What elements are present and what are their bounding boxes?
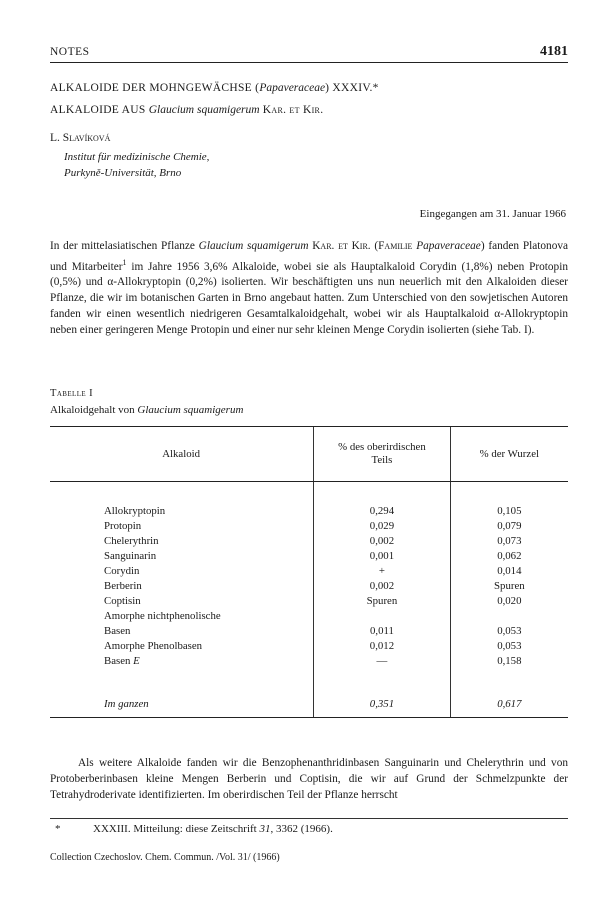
table-row	[50, 504, 568, 519]
cell-alkaloid: Berberin	[104, 580, 142, 592]
table-row	[50, 654, 568, 669]
caption-text: Alkaloidgehalt von	[50, 404, 138, 416]
header-aerial-line2: Teils	[371, 454, 393, 466]
page-number: 4181	[540, 44, 568, 59]
body-paragraph: Als weitere Alkaloide fanden wir die Benzophenanthridinbasen Sanguinarin und Chelerythrin und von Protoberberinbasen kleine Mengen Berberin und Coptisin, die wir auf Grund der Schmelzpunkte der Tetrahydroderivate identifizierten. Im oberirdischen Teil der Pflanze herrscht	[50, 757, 568, 801]
footnote-rule	[50, 818, 568, 819]
received-date: Eingegangen am 31. Januar 1966	[419, 208, 566, 220]
table-row	[50, 609, 568, 624]
cell-aerial: 0,002	[314, 534, 450, 549]
cell-root: 0,014	[450, 564, 568, 579]
intro-text: im Jahre 1956 3,6% Alkaloide, wobei sie als Hauptalkaloid Corydin (1,8%) neben Protopin (0,5%) und α-Allokryptopin (0,2%) isolierten. Wir beschäftigten uns nun neuerlich mit den Alkaloiden dieser Pflanze, die wir im botanischen Garten in Brno angebaut hatten. Zum Unterschied von den sowjetischen Autoren fanden wir einen wesentlich niedrigeren Gesamtalkaloidgehalt, wobei wir als Hauptalkaloid α-Allokryptopin neben einer geringeren Menge Protopin und einer nur sehr kleinen Menge Corydin isolierten (siehe Tab. I).	[50, 260, 568, 336]
cell-aerial: 0,011	[314, 624, 450, 639]
affiliation-line1: Institut für medizinische Chemie,	[64, 151, 210, 163]
intro-text: Kar. et Kir. (Familie	[308, 240, 417, 252]
cell-aerial: 0,294	[314, 504, 450, 519]
table-spacer	[50, 669, 568, 695]
cell-root: 0,053	[450, 639, 568, 654]
cell-aerial: +	[314, 564, 450, 579]
table-row	[50, 534, 568, 549]
cell-root: 0,062	[450, 549, 568, 564]
cell-alkaloid: Amorphe nichtphenolische	[104, 610, 221, 622]
cell-alkaloid: Allokryptopin	[104, 505, 166, 517]
cell-aerial: 0,001	[314, 549, 450, 564]
footnote	[55, 823, 333, 835]
cell-aerial: 0,351	[314, 695, 450, 718]
cell-aerial: —	[314, 654, 450, 669]
cell-aerial: 0,012	[314, 639, 450, 654]
cell-alkaloid: Basen E	[104, 655, 140, 667]
table-row	[50, 564, 568, 579]
cell-root: 0,105	[450, 504, 568, 519]
title-family: Papaveraceae	[259, 82, 326, 94]
cell-root	[450, 609, 568, 624]
table-caption	[50, 404, 243, 416]
cell-root: 0,053	[450, 624, 568, 639]
footnote-volume: 31	[259, 823, 271, 835]
table-row	[50, 579, 568, 594]
running-header	[50, 44, 568, 63]
reference-marker: 1	[122, 257, 127, 267]
table-row	[50, 594, 568, 609]
table-row	[50, 519, 568, 534]
author-name: L. Slavíková	[50, 132, 111, 144]
cell-root: 0,617	[450, 695, 568, 718]
article-title-line2	[50, 104, 323, 116]
title-authors: Kar. et Kir.	[259, 104, 324, 116]
cell-alkaloid: Protopin	[104, 520, 142, 532]
article-title-line1	[50, 82, 379, 94]
cell-root: 0,079	[450, 519, 568, 534]
cell-aerial	[314, 609, 450, 624]
caption-species: Glaucium squamigerum	[137, 404, 244, 416]
cell-aerial: 0,002	[314, 579, 450, 594]
cell-root: 0,073	[450, 534, 568, 549]
title-text: ALKALOIDE AUS	[50, 104, 149, 116]
table-total-row	[50, 695, 568, 718]
header-alkaloid: Alkaloid	[50, 427, 314, 482]
footnote-marker: *	[55, 823, 61, 835]
table-header-row	[50, 427, 568, 482]
cell-root: Spuren	[450, 579, 568, 594]
table-label: Tabelle I	[50, 388, 93, 399]
cell-alkaloid: Im ganzen	[50, 695, 314, 718]
cell-alkaloid: Chelerythrin	[104, 535, 159, 547]
intro-family: Papaveraceae	[416, 240, 481, 252]
footnote-text: , 3362 (1966).	[270, 823, 333, 835]
cell-aerial: 0,029	[314, 519, 450, 534]
table-spacer	[50, 482, 568, 505]
table-row	[50, 639, 568, 654]
cell-alkaloid: Basen	[104, 625, 131, 637]
intro-text: ) fanden Platonova und Mitarbeiter	[50, 240, 569, 273]
title-species: Glaucium squamigerum	[148, 104, 260, 116]
cell-aerial: Spuren	[314, 594, 450, 609]
section-label: NOTES	[50, 46, 90, 58]
cell-alkaloid: Coptisin	[104, 595, 141, 607]
affiliation-line2: Purkyně-Universität, Brno	[64, 167, 182, 179]
cell-alkaloid: Corydin	[104, 565, 140, 577]
intro-paragraph	[50, 239, 568, 339]
cell-root: 0,020	[450, 594, 568, 609]
alkaloid-table	[50, 426, 568, 718]
cell-alkaloid: Amorphe Phenolbasen	[104, 640, 203, 652]
cell-root: 0,158	[450, 654, 568, 669]
header-root: % der Wurzel	[450, 427, 568, 482]
title-suffix: ) XXXIV.*	[325, 82, 379, 94]
cell-alkaloid: Sanguinarin	[104, 550, 157, 562]
intro-text: In der mittelasiatischen Pflanze	[50, 240, 199, 252]
table-row	[50, 549, 568, 564]
journal-colophon: Collection Czechoslov. Chem. Commun. /Vol. 31/ (1966)	[50, 852, 280, 863]
table-row	[50, 624, 568, 639]
header-aerial	[314, 427, 450, 482]
footnote-text: XXXIII. Mitteilung: diese Zeitschrift	[93, 823, 260, 835]
title-text: ALKALOIDE DER MOHNGEWÄCHSE (	[50, 82, 260, 94]
header-aerial-line1: % des oberirdischen	[338, 441, 426, 453]
intro-species: Glaucium squamigerum	[198, 240, 309, 252]
